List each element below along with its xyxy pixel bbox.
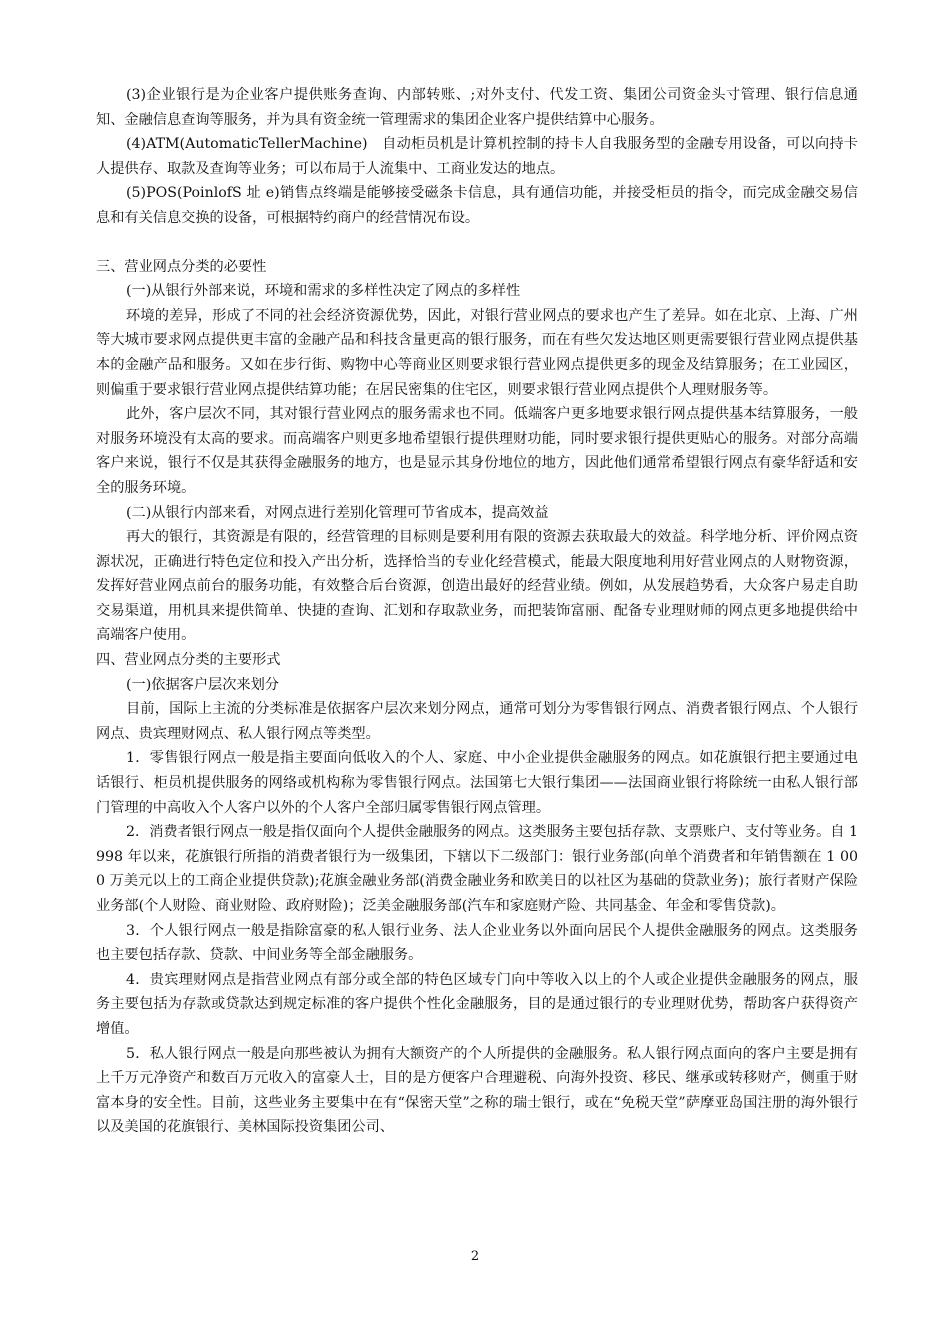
section-4-intro: 目前，国际上主流的分类标准是依据客户层次来划分网点，通常可划分为零售银行网点、消费者银行网点、个人银行网点、贵宾理财网点、私人银行网点等类型。 (96, 701, 858, 742)
section-3-paragraph-resources: 再大的银行，其资源是有限的，经营管理的目标则是要利用有限的资源去获取最大的效益。科学地分析、评价网点资源状况，正确进行特色定位和投入产出分析，选择恰当的专业化经营模式，能最大限度地利用好营业网点的人财物资源，发挥好营业网点前台的服务功能，有效整合后台资源，创造出最好的经营业绩。例如，从发展趋势看，大众客户易走自助交易渠道，用机具来提供简单、快捷的查询、汇划和存取款业务，而把装饰富丽、配备专业理财师的网点更多地提供给中高端客户使用。 (96, 529, 858, 644)
section-3-subheading-1: (一)从银行外部来说，环境和需求的多样性决定了网点的多样性 (126, 283, 521, 300)
page-number: 2 (470, 1249, 480, 1264)
section-3-subheading-2: (二)从银行内部来看，对网点进行差别化管理可节省成本，提高效益 (126, 504, 549, 521)
list-item-private-bank: 5．私人银行网点一般是向那些被认为拥有大额资产的个人所提供的金融服务。私人银行网点面向的客户主要是拥有上千万元净资产和数百万元收入的富豪人士，目的是方便客户合理避税、向海外投资、移民、继承或转移财产，侧重于财富本身的安全性。目前，这些业务主要集中在有“保密天堂”之称的瑞士银行，或在“免税天堂”萨摩亚岛国注册的海外银行以及美国的花旗银行、美林国际投资集团公司、 (96, 1045, 858, 1136)
section-4-heading: 四、营业网点分类的主要形式 (96, 652, 281, 669)
section-3-paragraph-environment: 环境的差异，形成了不同的社会经济资源优势，因此，对银行营业网点的要求也产生了差异。如在北京、上海、广州等大城市要求网点提供更丰富的金融产品和科技含量更高的银行服务，而在有些欠发达地区则更需要银行营业网点提供基本的金融产品和服务。又如在步行街、购物中心等商业区则要求银行营业网点提供更多的现金及结算服务；在工业园区，则偏重于要求银行营业网点提供结算功能；在居民密集的住宅区，则要求银行营业网点提供个人理财服务等。 (96, 307, 858, 398)
paragraph-enterprise-bank: (3)企业银行是为企业客户提供账务查询、内部转账、;对外支付、代发工资、集团公司资金头寸管理、银行信息通知、金融信息查询等服务，并为具有资金统一管理需求的集团企业客户提供结算中心服务。 (96, 87, 858, 128)
list-item-vip-wealth: 4．贵宾理财网点是指营业网点有部分或全部的特色区域专门向中等收入以上的个人或企业提供金融服务的网点，服务主要包括为存款或贷款达到规定标准的客户提供个性化金融服务，目的是通过银行的专业理财优势，帮助客户获得资产增值。 (96, 971, 858, 1037)
list-item-retail-bank: 1．零售银行网点一般是指主要面向低收入的个人、家庭、中小企业提供金融服务的网点。如花旗银行把主要通过电话银行、柜员机提供服务的网络或机构称为零售银行网点。法国第七大银行集团——法国商业银行将除统一由私人银行部门管理的中高收入个人客户以外的个人客户全部归属零售银行网点管理。 (96, 750, 858, 816)
paragraph-spacer (96, 231, 858, 255)
section-4-subheading-1: (一)依据客户层次来划分 (126, 676, 279, 693)
document-body (96, 83, 858, 1140)
list-item-personal-bank: 3．个人银行网点一般是指除富豪的私人银行业务、法人企业业务以外面向居民个人提供金融服务的网点。这类服务也主要包括存款、贷款、中间业务等全部金融服务。 (96, 922, 858, 964)
paragraph-pos: (5)POS(PoinlofS 址 e)销售点终端是能够接受磁条卡信息，具有通信功能，并接受柜员的指令，而完成金融交易信息和有关信息交换的设备，可根据特约商户的经营情况布设。 (96, 185, 858, 226)
paragraph-atm: (4)ATM(AutomaticTellerMachine) 自动柜员机是计算机控制的持卡人自我服务型的金融专用设备，可以向持卡人提供存、取款及查询等业务；可以布局于人流集中、工商业发达的地点。 (96, 136, 858, 177)
section-3-heading: 三、营业网点分类的必要性 (96, 258, 267, 275)
section-3-paragraph-customer-levels: 此外，客户层次不同，其对银行营业网点的服务需求也不同。低端客户更多地要求银行网点提供基本结算服务，一般对服务环境没有太高的要求。而高端客户则更多地希望银行提供理财功能，同时要求银行提供更贴心的服务。对部分高端客户来说，银行不仅是其获得金融服务的地方，也是显示其身份地位的地方，因此他们通常希望银行网点有豪华舒适和安全的服务环境。 (96, 406, 858, 496)
list-item-consumer-bank: 2．消费者银行网点一般是指仅面向个人提供金融服务的网点。这类服务主要包括存款、支票账户、支付等业务。自 1998 年以来，花旗银行所指的消费者银行为一级集团，下辖以下二级部门：银行业务部(向单个消费者和年销售额在 1 000 万美元以上的工商企业提供贷款);花旗金融业务部(消费金融业务和欧美日的以社区为基础的贷款业务)；旅行者财产保险业务部(个人财险、商业财险、政府财险)；泛美金融服务部(汽车和家庭财产险、共同基金、年金和零售贷款)。 (96, 824, 858, 914)
